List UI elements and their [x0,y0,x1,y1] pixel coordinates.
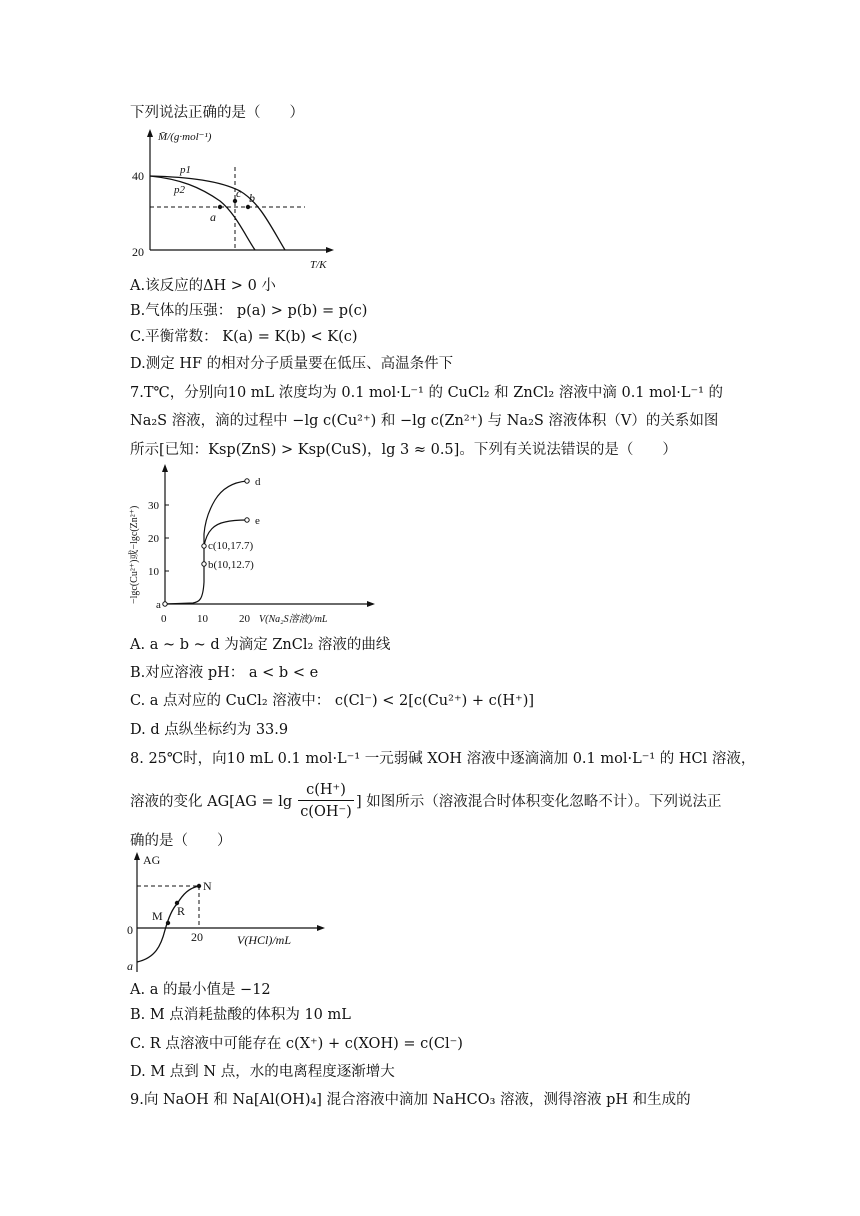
fig2-point-c [202,544,206,548]
q6-option-d: D.测定 HF 的相对分子质量要在低压、高温条件下 [130,356,454,372]
q8-option-d: D. M 点到 N 点，水的电离程度逐渐增大 [130,1064,395,1080]
fig1-label-p1: p1 [180,164,191,176]
fig1-label-p2: p2 [174,184,185,196]
q8-stem-line2-suffix: ] 如图所示（溶液混合时体积变化忽略不计）。下列说法正 [356,794,722,810]
q8-option-c: C. R 点溶液中可能存在 c(X⁺) + c(XOH) = c(Cl⁻) [130,1036,463,1052]
fig1-ylabel: M̄/(g·mol⁻¹) [158,131,212,143]
q9-stem-line1: 9.向 NaOH 和 Na[Al(OH)₄] 混合溶液中滴加 NaHCO₃ 溶液，测得溶液 pH 和生成的 [130,1092,691,1108]
q7-option-b: B.对应溶液 pH： a < b < e [130,665,319,681]
fig2-ytick-10: 10 [148,566,159,578]
fig1-ytick-20: 20 [132,245,144,259]
q7-stem-line1: 7.T℃，分别向10 mL 浓度均为 0.1 mol·L⁻¹ 的 CuCl₂ 和 ZnCl₂ 溶液中滴 0.1 mol·L⁻¹ 的 [130,385,724,401]
q6-option-a: A.该反应的ΔH > 0 小 [130,278,276,294]
fig2-label-d: d [255,476,261,488]
fig3-label-r: R [177,904,186,918]
figure-molar-mass-vs-temperature [130,125,340,275]
fig1-xlabel: T/K [310,259,327,271]
q8-option-a: A. a 的最小值是 −12 [130,982,271,998]
q8-stem-line1: 8. 25℃时，向10 mL 0.1 mol·L⁻¹ 一元弱碱 XOH 溶液中逐滴滴加 0.1 mol·L⁻¹ 的 HCl 溶液， [130,751,756,767]
fig2-label-c: c(10,17.7) [208,540,254,552]
fig2-point-a [163,602,167,606]
q7-stem-line2: Na₂S 溶液，滴的过程中 −lg c(Cu²⁺) 和 −lg c(Zn²⁺) 与 Na₂S 溶液体积（V）的关系如图 [130,413,719,429]
fig2-point-e [245,518,249,522]
fig2-ylabel: −lgc(Cu²⁺)或−lgc(Zn²⁺) [129,505,140,604]
q7-option-d: D. d 点纵坐标约为 33.9 [130,722,289,738]
q8-fraction-denominator: c(OH⁻) [300,804,352,820]
fig1-point-a [218,205,222,209]
fig2-label-a: a [156,599,161,611]
q6-option-b: B.气体的压强： p(a) > p(b) = p(c) [130,303,368,319]
q7-option-c: C. a 点对应的 CuCl₂ 溶液中： c(Cl⁻) < 2[c(Cu²⁺) + c(H⁺)] [130,693,535,709]
fig1-point-b [246,205,250,209]
fig2-xlabel: V(Na₂S溶液)/mL [259,614,328,625]
fig3-point-m [166,921,170,925]
fig3-point-n [197,884,201,888]
fig2-label-b: b(10,12.7) [208,559,254,571]
fig2-ytick-30: 30 [148,500,159,512]
fig2-ytick-20: 20 [148,533,159,545]
fig1-label-a: a [210,210,216,224]
fig3-xlabel: V(HCl)/mL [237,933,291,947]
fig3-label-a: a [127,959,133,973]
q7-stem-line3: 所示[已知：Ksp(ZnS) > Ksp(CuS)，lg 3 ≈ 0.5]。下列有关说法错误的是（ ） [130,442,677,458]
fig1-ytick-40: 40 [132,169,144,183]
fig3-label-n: N [203,879,212,893]
fig3-label-m: M [152,909,163,923]
figure-3-svg [125,850,325,975]
q8-option-b: B. M 点消耗盐酸的体积为 10 mL [130,1007,351,1023]
fig2-xtick-0: 0 [161,613,167,625]
fig1-label-b: b [249,191,255,205]
fig2-xtick-10: 10 [197,613,208,625]
figure-ag-vs-volume [125,850,325,975]
figure-titration-curves [125,462,375,632]
figure-1-svg [130,125,340,275]
fig1-curve-p1 [150,176,285,250]
figure-2-svg [125,462,375,632]
q8-fraction-numerator: c(H⁺) [298,780,354,801]
question-intro: 下列说法正确的是（ ） [130,105,304,121]
q7-option-a: A. a ~ b ~ d 为滴定 ZnCl₂ 溶液的曲线 [130,637,391,653]
fig3-xtick-0: 0 [127,923,133,937]
fig3-ylabel: AG [143,853,161,867]
fig2-xtick-20: 20 [239,613,250,625]
fig2-point-b [202,562,206,566]
q8-stem-line2-prefix: 溶液的变化 AG[AG = lg [130,794,293,810]
fig1-label-c: c [236,186,242,200]
fig2-point-d [245,479,249,483]
fig3-xtick-20: 20 [191,930,203,944]
fig2-label-e: e [255,515,260,527]
q8-stem-line3: 确的是（ ） [130,833,232,849]
q6-option-c: C.平衡常数： K(a) = K(b) < K(c) [130,329,358,345]
